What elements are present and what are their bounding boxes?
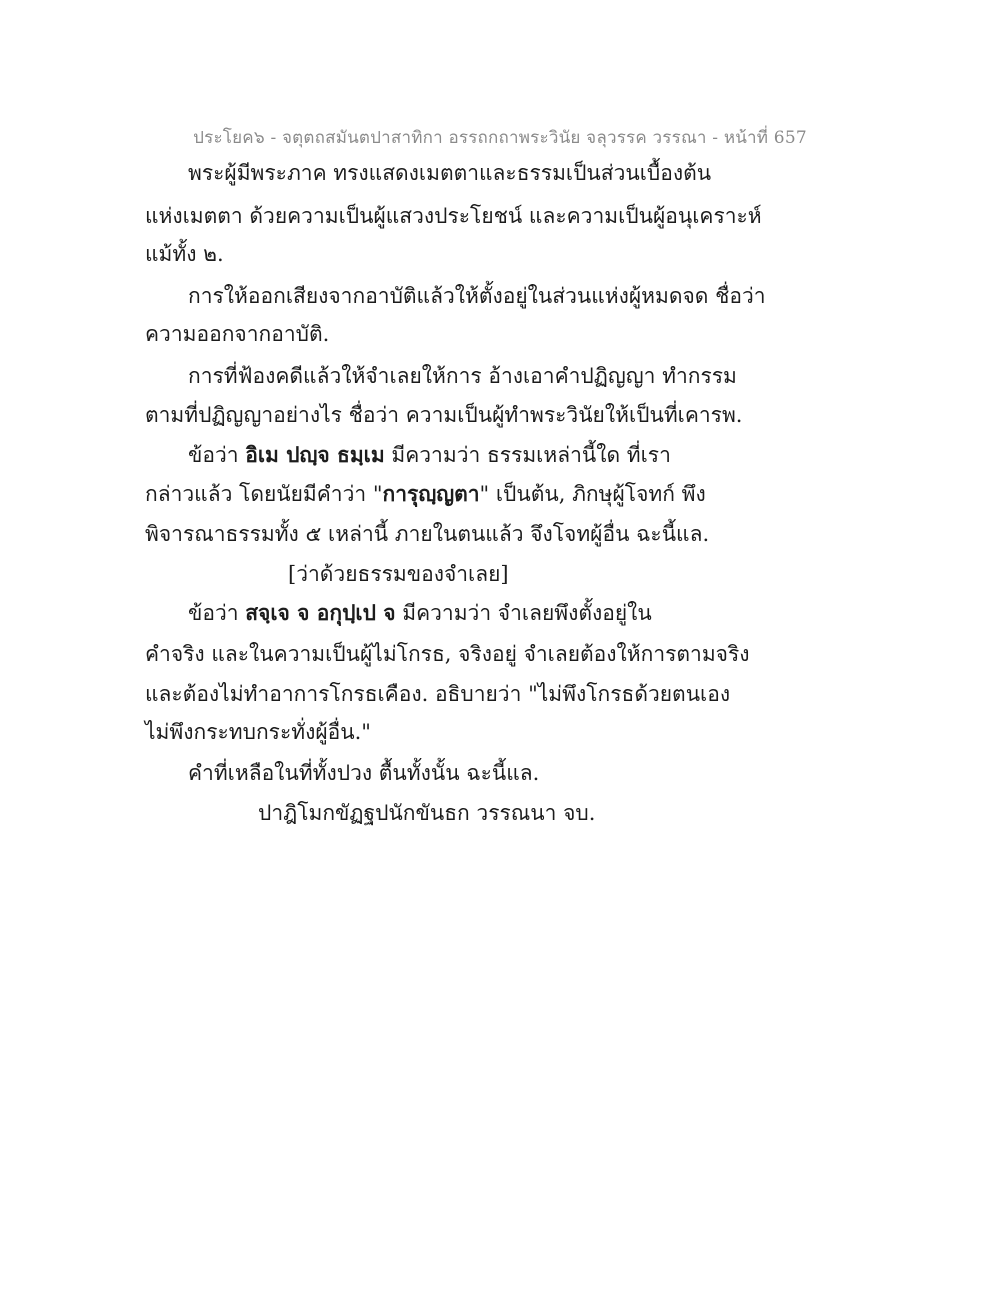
text-segment: " เป็นต้น, ภิกษุผู้โจทก์ พึง bbox=[479, 482, 706, 506]
text-segment: ข้อว่า bbox=[188, 443, 246, 467]
text-segment: มีความว่า ธรรมเหล่านี้ใด ที่เรา bbox=[384, 443, 671, 467]
text-line bbox=[188, 599, 652, 627]
text-line bbox=[145, 480, 706, 508]
text-segment: กล่าวแล้ว โดยนัยมีคำว่า " bbox=[145, 482, 383, 506]
text-line: คำจริง และในความเป็นผู้ไม่โกรธ, จริงอยู่ จำเลยต้องให้การตามจริง bbox=[145, 642, 750, 666]
section-heading: [ว่าด้วยธรรมของจำเลย] bbox=[288, 562, 509, 586]
text-segment: ข้อว่า bbox=[188, 601, 246, 625]
text-segment: มีความว่า จำเลยพึงตั้งอยู่ใน bbox=[395, 601, 652, 625]
pali-term: การุญฺญตา bbox=[382, 481, 480, 506]
pali-term: สจฺเจ จ อกุปฺเป จ bbox=[245, 600, 396, 625]
text-line: แห่งเมตตา ด้วยความเป็นผู้แสวงประโยชน์ และความเป็นผู้อนุเคราะห์ bbox=[145, 204, 762, 228]
text-line: ไม่พึงกระทบกระทั่งผู้อื่น." bbox=[145, 720, 371, 744]
text-line: คำที่เหลือในที่ทั้งปวง ตื้นทั้งนั้น ฉะนี้แล. bbox=[188, 761, 540, 785]
text-line: การให้ออกเสียงจากอาบัติแล้วให้ตั้งอยู่ในส่วนแห่งผู้หมดจด ชื่อว่า bbox=[188, 284, 766, 308]
text-line: และต้องไม่ทำอาการโกรธเคือง. อธิบายว่า "ไม่พึงโกรธด้วยตนเอง bbox=[145, 682, 731, 706]
page-header: ประโยค๖ - จตุตถสมันตปาสาทิกา อรรถกถาพระวินัย จลุวรรค วรรณา - หน้าที่ 657 bbox=[193, 128, 807, 148]
text-line: แม้ทั้ง ๒. bbox=[145, 242, 224, 266]
text-line: การที่ฟ้องคดีแล้วให้จำเลยให้การ อ้างเอาคำปฏิญญา ทำกรรม bbox=[188, 364, 737, 388]
closing-line: ปาฎิโมกขัฏฐปนักขันธก วรรณนา จบ. bbox=[258, 801, 596, 825]
text-line: พิจารณาธรรมทั้ง ๕ เหล่านี้ ภายในตนแล้ว จึงโจทผู้อื่น ฉะนี้แล. bbox=[145, 522, 710, 546]
text-line: ความออกจากอาบัติ. bbox=[145, 322, 330, 346]
text-line: พระผู้มีพระภาค ทรงแสดงเมตตาและธรรมเป็นส่วนเบื้องต้น bbox=[188, 161, 712, 185]
text-line: ตามที่ปฏิญญาอย่างไร ชื่อว่า ความเป็นผู้ทำพระวินัยให้เป็นที่เคารพ. bbox=[145, 403, 743, 427]
text-line bbox=[188, 441, 671, 469]
pali-term: อิเม ปญฺจ ธมฺเม bbox=[245, 442, 385, 467]
